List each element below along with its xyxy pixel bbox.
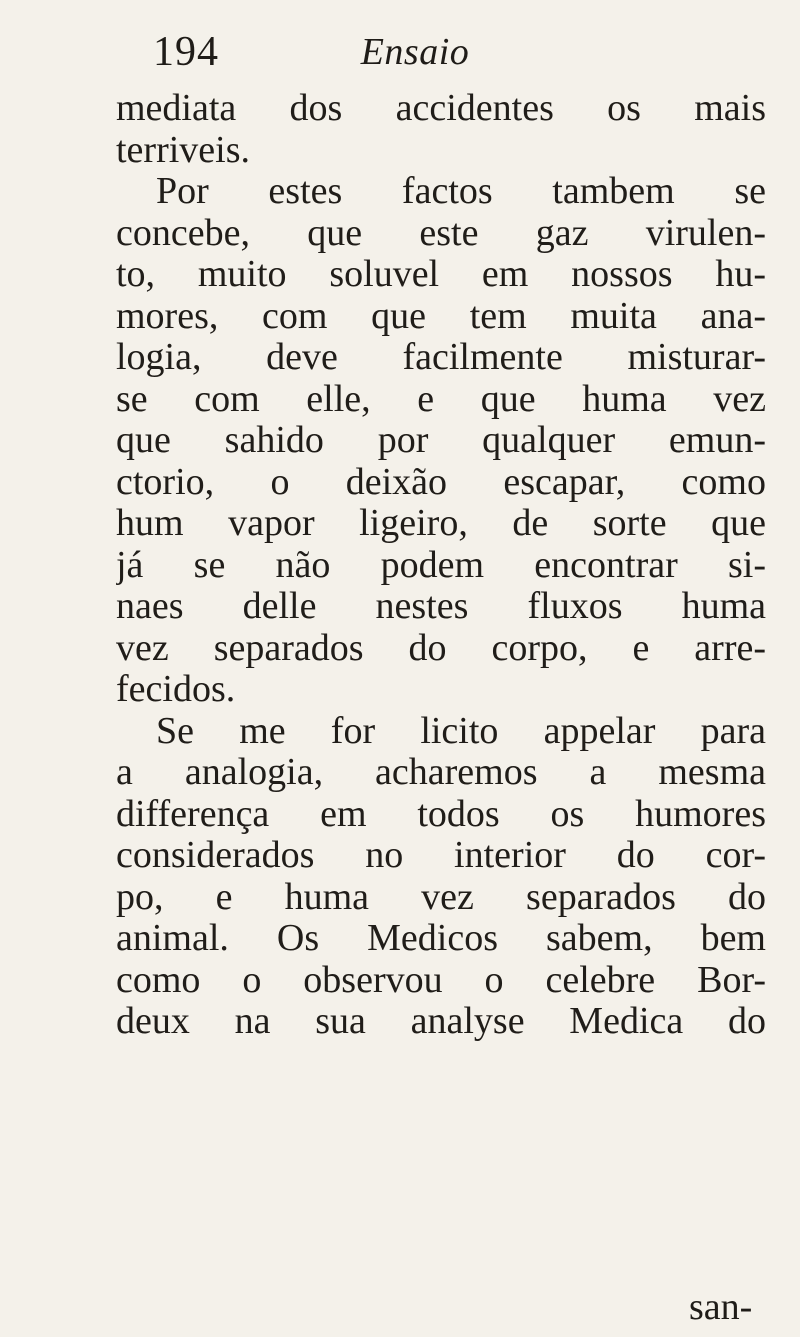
text-line: Se me for licito appelar para	[156, 710, 766, 752]
text-line: animal. Os Medicos sabem, bem	[116, 918, 766, 959]
text-line: hum vapor ligeiro, de sorte que	[116, 503, 766, 544]
text-line: como o observou o celebre Bor-	[116, 959, 766, 1001]
text-line: se com elle, e que huma vez	[116, 378, 766, 420]
text-line: naes delle nestes fluxos huma	[116, 586, 766, 627]
text-line: logia, deve facilmente misturar-	[116, 337, 766, 378]
page-number: 194	[153, 29, 219, 75]
text-line: já se não podem encontrar si-	[116, 544, 766, 586]
text-line: fecidos.	[116, 669, 236, 710]
body-text	[116, 88, 766, 1043]
catchword: san-	[689, 1286, 753, 1328]
text-line: po, e huma vez separados do	[116, 876, 766, 918]
text-line: deux na sua analyse Medica do	[116, 1001, 766, 1042]
text-line: mores, com que tem muita ana-	[116, 295, 766, 337]
text-line: ctorio, o deixão escapar, como	[116, 461, 766, 503]
text-line: vez separados do corpo, e arre-	[116, 627, 766, 669]
text-line: differença em todos os humores	[116, 793, 766, 835]
text-line: mediata dos accidentes os mais	[116, 88, 766, 129]
text-line: considerados no interior do cor-	[116, 835, 766, 876]
page-header	[0, 22, 800, 82]
text-line: to, muito soluvel em nossos hu-	[116, 254, 766, 295]
text-line: a analogia, acharemos a mesma	[116, 752, 766, 793]
text-line: terriveis.	[116, 129, 251, 171]
text-line: Por estes factos tambem se	[156, 171, 766, 212]
text-line: concebe, que este gaz virulen-	[116, 212, 766, 254]
running-title: Ensaio	[360, 31, 470, 73]
page-footer	[0, 1283, 800, 1331]
text-line: que sahido por qualquer emun-	[116, 420, 766, 461]
